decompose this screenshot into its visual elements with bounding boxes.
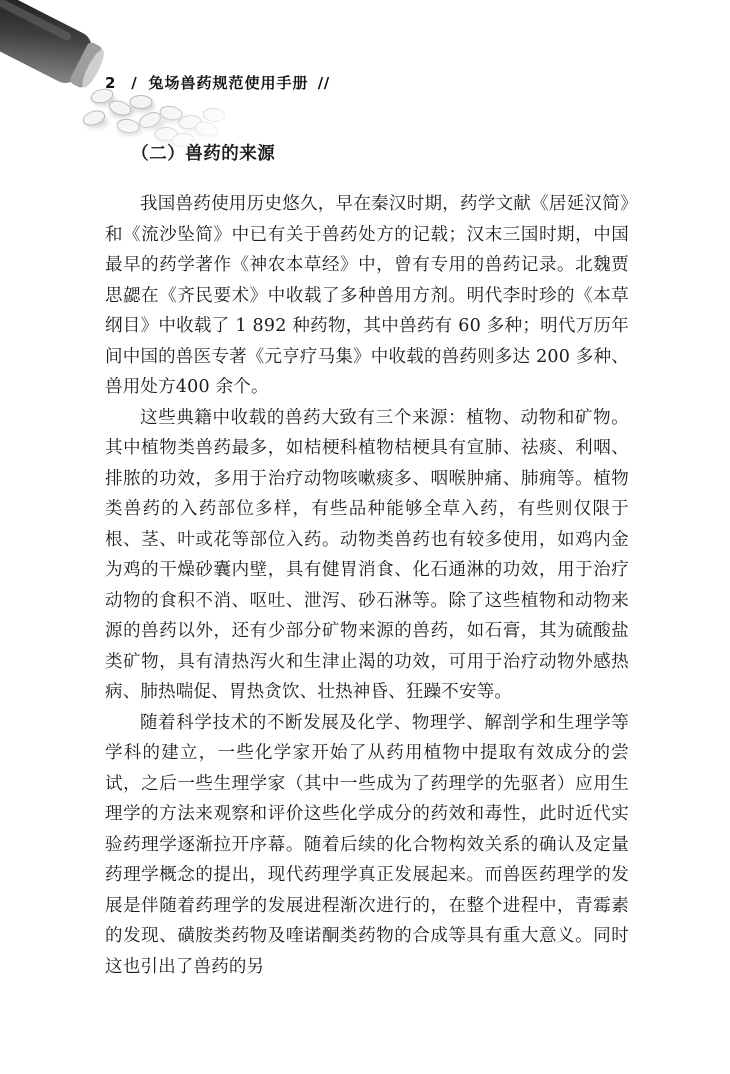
header-separator: / [131,74,138,92]
header-trailing-slashes: // [317,74,330,92]
paragraph-2: 这些典籍中收载的兽药大致有三个来源：植物、动物和矿物。其中植物类兽药最多，如桔梗科植物桔梗具有宣肺、祛痰、利咽、排脓的功效，多用于治疗动物咳嗽痰多、咽喉肿痛、肺痈等。植物类兽药的入药部位多样，有些品种能够全草入药，有些则仅限于根、茎、叶或花等部位入药。动物类兽药也有较多使用，如鸡内金为鸡的干燥砂囊内壁，具有健胃消食、化石通淋的功效，用于治疗动物的食积不消、呕吐、泄泻、砂石淋等。除了这些植物和动物来源的兽药以外，还有少部分矿物来源的兽药，如石膏，其为硫酸盐类矿物，具有清热泻火和生津止渴的功效，可用于治疗动物外感热病、肺热喘促、胃热贪饮、壮热神昏、狂躁不安等。 [105,407,629,702]
paragraph-1: 我国兽药使用历史悠久，早在秦汉时期，药学文献《居延汉简》和《流沙坠简》中已有关于兽药处方的记载；汉末三国时期，中国最早的药学著作《神农本草经》中，曾有专用的兽药记录。北魏贾思勰在《齐民要术》中收载了多种兽用方剂。明代李时珍的《本草纲目》中收载了 1 892 种药物，其中兽药有 60 多种；明代万历年间中国的兽医专著《元亨疗马集》中收载的兽药则多达 200 多种、兽用处方400 余个。 [105,194,629,397]
section-heading: （二）兽药的来源 [131,144,276,164]
running-head [105,72,330,93]
book-title: 兔场兽药规范使用手册 [148,74,309,92]
paragraph-3: 随着科学技术的不断发展及化学、物理学、解剖学和生理学等学科的建立，一些化学家开始了从药用植物中提取有效成分的尝试，之后一些生理学家（其中一些成为了药理学的先驱者）应用生理学的方法来观察和评价这些化学成分的药效和毒性，此时近代实验药理学逐渐拉开序幕。随着后续的化合物构效关系的确认及定量药理学概念的提出，现代药理学真正发展起来。而兽医药理学的发展是伴随着药理学的发展进程渐次进行的，在整个进程中，青霉素的发现、磺胺类药物及喹诺酮类药物的合成等具有重大意义。同时这也引出了兽药的另 [105,712,629,977]
page-content [105,140,629,982]
page-number: 2 [105,74,116,92]
